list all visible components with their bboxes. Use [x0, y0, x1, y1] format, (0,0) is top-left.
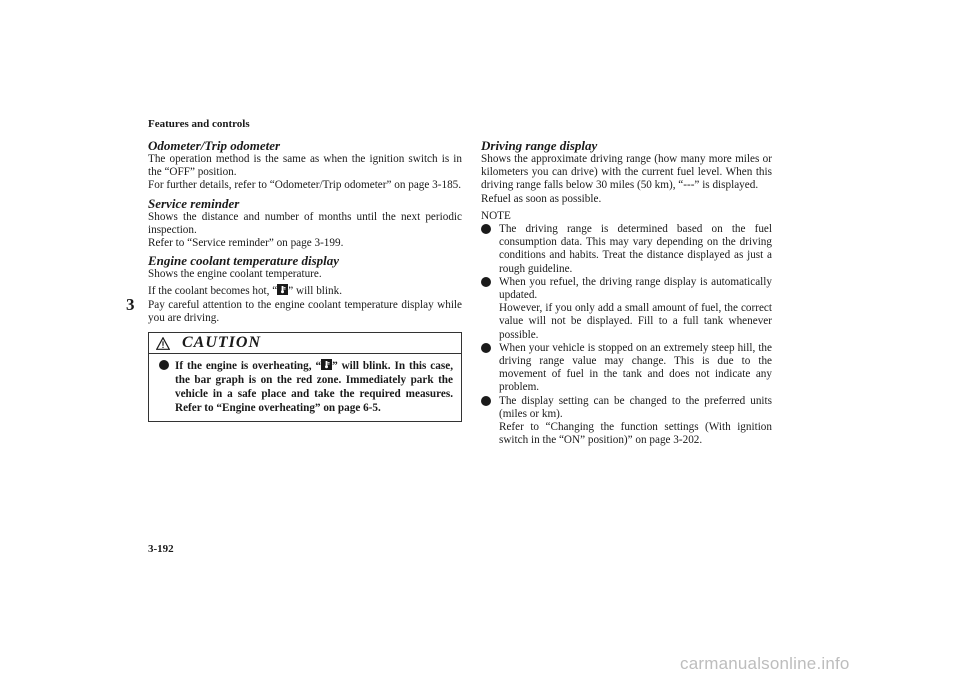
caution-item — [149, 354, 461, 415]
warning-triangle-icon — [156, 337, 170, 350]
right-column — [481, 138, 772, 447]
bullet-icon — [481, 343, 493, 355]
section-driving-range — [481, 138, 772, 206]
section-coolant — [148, 253, 462, 325]
service-ref: Refer to “Service reminder” on page 3-199. — [148, 237, 344, 250]
coolant-blink-text: If the coolant becomes hot, “ ” will blink. — [148, 285, 342, 298]
coolant-text: Shows the engine coolant temperature. — [148, 268, 322, 281]
caution-header — [149, 333, 461, 354]
range-text: Shows the approximate driving range (how many more miles or kilometers you can drive) with the current fuel level. When this driving range falls below 30 miles (50 km), “---” is displayed. — [481, 153, 772, 192]
running-header: Features and controls — [148, 118, 250, 130]
watermark: carmanualsonline.info — [680, 654, 850, 673]
heading-driving-range: Driving range display — [481, 138, 598, 153]
caution-title: CAUTION — [182, 334, 262, 352]
coolant-temperature-icon — [277, 284, 288, 295]
heading-coolant: Engine coolant temperature display — [148, 253, 340, 269]
note-item: The display setting can be changed to the preferred units (miles or km). Refer to “Changing the function settings (With ignition switch in the “ON” position)” on page 3-202. — [481, 395, 772, 448]
note-label: NOTE — [481, 209, 511, 222]
caution-text: If the engine is overheating, “ ” will blink. In this case, the bar graph is on the red zone. Immediately park the vehicle in a safe place and take the required measures. Refer to “Engine overheating” on page 6-5. — [175, 360, 453, 415]
bullet-icon — [481, 396, 493, 408]
service-text: Shows the distance and number of months until the next periodic inspection. — [148, 210, 462, 236]
note-item: When your vehicle is stopped on an extremely steep hill, the driving range value may change. This is due to the movement of fuel in the tank and does not indicate any problem. — [481, 342, 772, 395]
heading-service: Service reminder — [148, 195, 240, 211]
heading-odometer: Odometer/Trip odometer — [148, 138, 281, 153]
page-number: 3-192 — [148, 543, 174, 555]
section-service — [148, 196, 462, 251]
bullet-icon — [159, 360, 171, 372]
section-odometer — [148, 138, 462, 193]
note-item: The driving range is determined based on the fuel consumption data. This may vary depending on the driving conditions and habits. Treat the distance displayed as just a rough guideline. — [481, 223, 772, 276]
coolant-attention-text: Pay careful attention to the engine coolant temperature display while you are driving. — [148, 298, 462, 324]
bullet-icon — [481, 224, 493, 236]
range-refuel-text: Refuel as soon as possible. — [481, 192, 602, 205]
note-list — [481, 223, 772, 447]
left-column — [148, 138, 462, 422]
note-item: When you refuel, the driving range display is automatically updated. However, if you only add a small amount of fuel, the correct value will not be displayed. Fill to a full tank whenever possible. — [481, 276, 772, 342]
chapter-tab-number: 3 — [126, 295, 135, 314]
odometer-text: The operation method is the same as when the ignition switch is in the “OFF” position. — [148, 153, 462, 179]
odometer-ref: For further details, refer to “Odometer/Trip odometer” on page 3-185. — [148, 179, 462, 192]
bullet-icon — [481, 277, 493, 289]
caution-box — [148, 332, 462, 422]
coolant-temperature-icon — [321, 359, 332, 370]
